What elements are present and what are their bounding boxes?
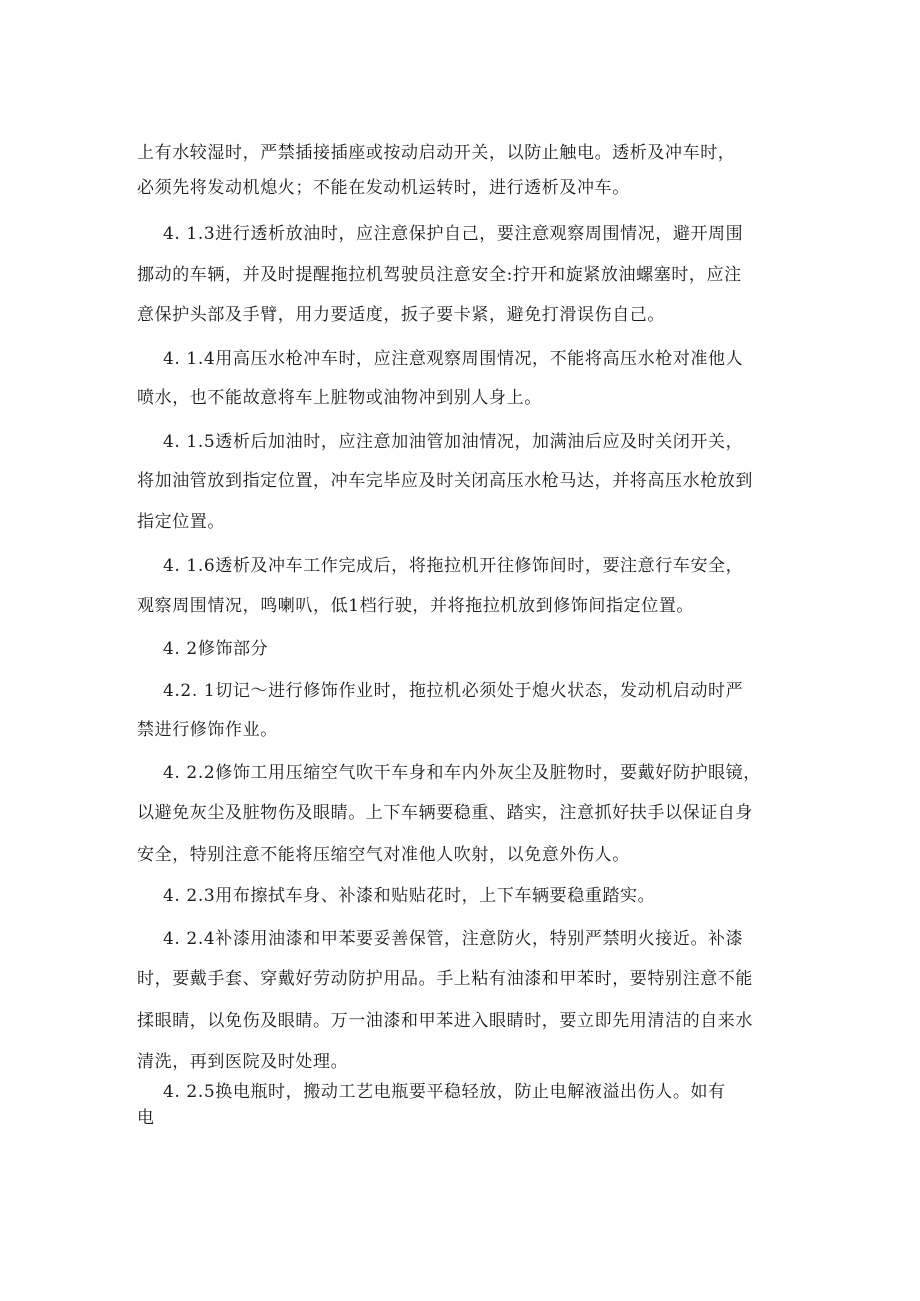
- text-line: 将加油管放到指定位置，冲车完毕应及时关闭高压水枪马达，并将高压水枪放到: [137, 471, 753, 491]
- text-line: 必须先将发动机熄火；不能在发动机运转时，进行透析及冲车。: [137, 178, 630, 198]
- text-line: 4. 1.6透析及冲车工作完成后，将拖拉机开往修饰间时，要注意行车安全，: [163, 556, 744, 576]
- text-line: 观察周围情况，鸣喇叭，低1档行驶，并将拖拉机放到修饰间指定位置。: [137, 596, 695, 616]
- text-line: 清洗，再到医院及时处理。: [137, 1052, 349, 1072]
- text-line: 禁进行修饰作业。: [137, 720, 278, 740]
- text-line: 4.2. 1切记～进行修饰作业时，拖拉机必须处于熄火状态，发动机启动时严: [163, 681, 744, 701]
- text-line: 电: [137, 1108, 155, 1128]
- text-line: 以避免灰尘及脏物伤及眼睛。上下车辆要稳重、踏实，注意抓好扶手以保证自身: [137, 803, 753, 823]
- section-heading: 4. 2修饰部分: [163, 639, 269, 659]
- text-line: 时，要戴手套、穿戴好劳动防护用品。手上粘有油漆和甲苯时，要特别注意不能: [137, 969, 753, 989]
- text-line: 安全，特别注意不能将压缩空气对准他人吹射，以免意外伤人。: [137, 845, 630, 865]
- text-line: 挪动的车辆，并及时提醒拖拉机驾驶员注意安全:拧开和旋紧放油螺塞时，应注: [137, 265, 742, 285]
- text-line: 4. 2.3用布擦拭车身、补漆和贴贴花时，上下车辆要稳重踏实。: [163, 886, 656, 906]
- text-line: 4. 2.2修饰工用压缩空气吹干车身和车内外灰尘及脏物时，要戴好防护眼镜，: [163, 763, 761, 783]
- text-line: 喷水，也不能故意将车上脏物或油物冲到别人身上。: [137, 388, 542, 408]
- text-line: 指定位置。: [137, 512, 225, 532]
- text-line: 4. 2.5换电瓶时，搬动工艺电瓶要平稳轻放，防止电解液溢出伤人。如有: [163, 1082, 726, 1102]
- text-line: 上有水较湿时，严禁插接插座或按动启动开关，以防止触电。透析及冲车时，: [137, 143, 736, 163]
- text-line: 4. 1.4用高压水枪冲车时，应注意观察周围情况，不能将高压水枪对准他人: [163, 349, 744, 369]
- text-line: 4. 1.3进行透析放油时，应注意保护自己，要注意观察周围情况，避开周围: [163, 224, 744, 244]
- text-line: 4. 2.4补漆用油漆和甲苯要妥善保管，注意防火，特别严禁明火接近。补漆: [163, 929, 744, 949]
- text-line: 揉眼睛，以免伤及眼睛。万一油漆和甲苯进入眼睛时，要立即先用清洁的自来水: [137, 1011, 753, 1031]
- text-line: 4. 1.5透析后加油时，应注意加油管加油情况，加满油后应及时关闭开关，: [163, 432, 744, 452]
- text-line: 意保护头部及手臂，用力要适度，扳子要卡紧，避免打滑误伤自己。: [137, 305, 665, 325]
